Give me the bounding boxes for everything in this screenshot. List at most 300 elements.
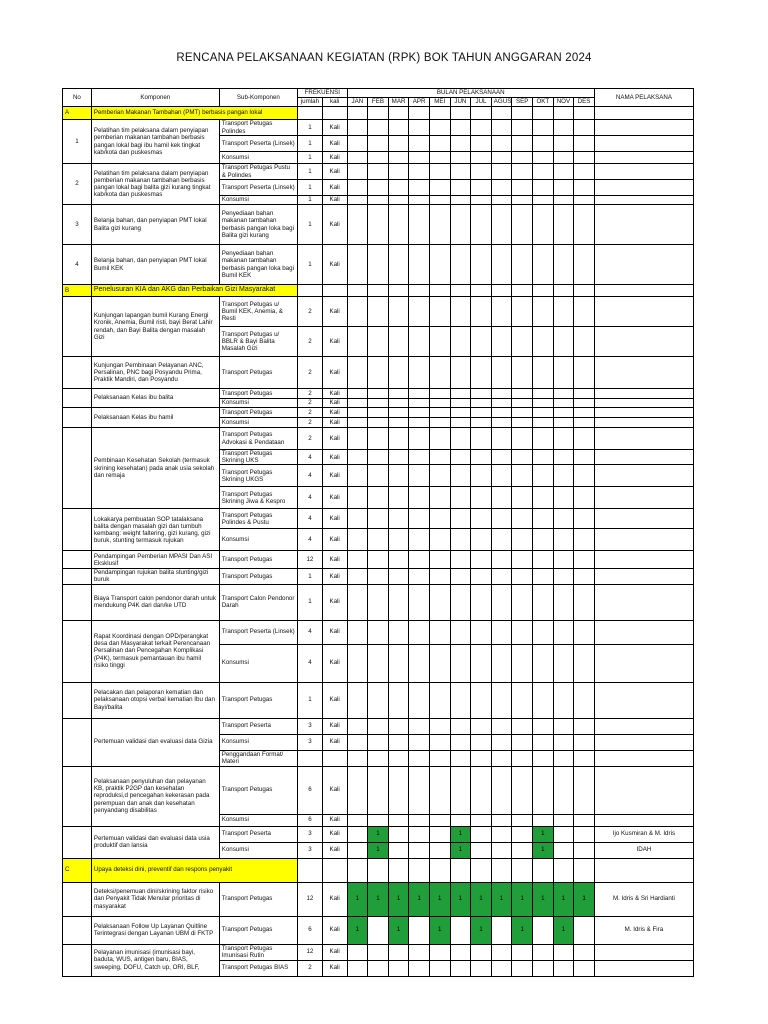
month-cell [471, 842, 492, 858]
row-kali: Kali [322, 826, 347, 842]
month-cell [533, 644, 554, 682]
month-cell [512, 357, 533, 389]
row-no [63, 944, 92, 976]
row-no [63, 428, 92, 509]
month-cell [409, 152, 430, 164]
row-jumlah: 1 [298, 196, 323, 205]
month-cell [491, 408, 512, 418]
month-mark: 1 [438, 895, 442, 903]
month-cell [491, 487, 512, 509]
month-cell [429, 418, 450, 428]
row-no [63, 509, 92, 551]
row-nama-pelaksana: M. Idris & Sri Hardianti [594, 882, 693, 916]
month-cell [450, 509, 471, 529]
row-nama-pelaksana [594, 196, 693, 205]
row-sub-komponen: Transport Petugas Pustu & Polindes [219, 164, 297, 180]
row-jumlah: 4 [298, 465, 323, 487]
row-jumlah: 1 [298, 120, 323, 136]
month-cell [512, 814, 533, 826]
row-sub-komponen: Penyediaan bahan makanan tambahan berbasis pangan loka bagi Balita gizi kurang [219, 205, 297, 245]
row-komponen: Kunjungan Pembinaan Pelayanan ANC, Persalinan, PNC bagi Posyandu Prima, Praktik Mandiri, dan Posyandu [91, 357, 219, 389]
month-cell [553, 750, 574, 766]
month-cell [512, 682, 533, 718]
month-cell [553, 487, 574, 509]
month-cell [347, 120, 368, 136]
month-cell [533, 584, 554, 620]
row-jumlah: 1 [298, 164, 323, 180]
row-komponen: Pelaksanaan Follow Up Layanan Quitline Terintegrasi dengan Layanan UBM di FKTP [91, 916, 219, 944]
month-cell [533, 418, 554, 428]
month-cell [450, 205, 471, 245]
row-kali: Kali [322, 842, 347, 858]
month-cell [429, 107, 450, 120]
row-jumlah: 2 [298, 297, 323, 327]
month-cell [553, 389, 574, 399]
row-nama-pelaksana [594, 327, 693, 357]
row-sub-komponen: Transport Petugas BIAS [219, 960, 297, 976]
month-cell [533, 465, 554, 487]
row-nama-pelaksana [594, 814, 693, 826]
month-cell [409, 509, 430, 529]
month-cell [388, 766, 409, 814]
month-cell [347, 180, 368, 196]
row-sub-komponen: Transport Petugas Polindes & Pustu [219, 509, 297, 529]
month-cell [388, 180, 409, 196]
row-no: 2 [63, 164, 92, 205]
cell-empty [298, 285, 323, 297]
month-cell [368, 620, 389, 644]
month-cell [450, 682, 471, 718]
row-jumlah: 3 [298, 734, 323, 750]
month-cell [429, 357, 450, 389]
month-cell [574, 766, 595, 814]
month-cell [347, 327, 368, 357]
row-komponen: Rapat Koordinasi dengan OPD/perangkat desa dan Masyarakat terkait Perencanaan Persalinan dan Pencegahan Komplikasi (P4K), termasuk pemantauan ibu hamil risiko tinggi [91, 620, 219, 682]
month-cell [533, 152, 554, 164]
month-cell [450, 152, 471, 164]
month-cell [409, 750, 430, 766]
month-cell [471, 297, 492, 327]
row-sub-komponen: Transport Peserta [219, 718, 297, 734]
month-cell [574, 509, 595, 529]
month-cell [512, 120, 533, 136]
month-cell-marked [347, 916, 368, 944]
month-cell [574, 734, 595, 750]
row-komponen: Belanja bahan, dan penyiapan PMT lokal Balita gizi kurang [91, 205, 219, 245]
col-header-nama-pelaksana: NAMA PELAKSANA [594, 89, 693, 107]
month-cell [553, 428, 574, 450]
row-nama-pelaksana: Ijo Kusmiran & M. Idris [594, 826, 693, 842]
row-jumlah: 6 [298, 916, 323, 944]
month-cell [491, 509, 512, 529]
month-cell [491, 620, 512, 644]
month-cell [574, 428, 595, 450]
table-row [63, 682, 694, 718]
month-cell [429, 620, 450, 644]
month-cell [512, 428, 533, 450]
row-kali: Kali [322, 120, 347, 136]
row-no: 1 [63, 120, 92, 164]
row-no [63, 882, 92, 916]
month-cell [388, 487, 409, 509]
month-cell-marked [512, 882, 533, 916]
row-sub-komponen: Transport Petugas [219, 766, 297, 814]
month-cell-marked [450, 826, 471, 842]
month-cell [491, 428, 512, 450]
row-kali: Kali [322, 418, 347, 428]
month-cell [512, 180, 533, 196]
month-mark: 1 [520, 926, 524, 934]
month-cell [574, 487, 595, 509]
month-cell-marked [429, 882, 450, 916]
row-kali: Kali [322, 569, 347, 584]
month-cell-marked [553, 916, 574, 944]
month-cell [553, 152, 574, 164]
row-no [63, 389, 92, 408]
row-komponen: Lokakarya pembuatan SOP tatalaksana balita dengan masalah gizi dan tumbuh kembang: weight faltering, gizi kurang, gizi buruk, stunting termasuk rujukan [91, 509, 219, 551]
month-cell [409, 529, 430, 551]
month-cell [429, 858, 450, 882]
month-cell [388, 734, 409, 750]
row-jumlah: 12 [298, 944, 323, 960]
month-cell [388, 245, 409, 285]
month-cell [512, 569, 533, 584]
month-cell [533, 245, 554, 285]
month-cell [429, 327, 450, 357]
month-cell [533, 960, 554, 976]
row-no [63, 916, 92, 944]
month-cell [409, 205, 430, 245]
month-cell [347, 450, 368, 465]
month-cell [491, 205, 512, 245]
month-cell [409, 916, 430, 944]
month-cell [533, 196, 554, 205]
month-cell [512, 297, 533, 327]
row-kali: Kali [322, 644, 347, 682]
month-cell [553, 164, 574, 180]
month-cell [450, 814, 471, 826]
month-cell-marked [450, 882, 471, 916]
section-title: Pemberian Makanan Tambahan (PMT) berbasis pangan lokal [91, 107, 297, 120]
month-cell [388, 814, 409, 826]
month-cell [450, 120, 471, 136]
month-cell [429, 682, 450, 718]
month-cell [409, 842, 430, 858]
table-row [63, 297, 694, 327]
table-row [63, 205, 694, 245]
month-cell [368, 718, 389, 734]
month-cell [574, 107, 595, 120]
month-cell [471, 734, 492, 750]
row-kali: Kali [322, 682, 347, 718]
month-mark: 1 [582, 895, 586, 903]
row-no: 4 [63, 245, 92, 285]
month-cell [368, 584, 389, 620]
row-kali: Kali [322, 357, 347, 389]
row-sub-komponen: Konsumsi [219, 196, 297, 205]
row-komponen: Pelaksanaan Kelas ibu balita [91, 389, 219, 408]
month-cell [471, 245, 492, 285]
month-cell [512, 584, 533, 620]
month-cell [512, 826, 533, 842]
month-cell [512, 551, 533, 569]
month-cell [574, 408, 595, 418]
month-cell [553, 584, 574, 620]
month-cell [368, 205, 389, 245]
month-cell [512, 152, 533, 164]
row-kali: Kali [322, 960, 347, 976]
month-cell [512, 465, 533, 487]
row-kali: Kali [322, 551, 347, 569]
row-no [63, 826, 92, 858]
month-cell [429, 569, 450, 584]
row-komponen: Kunjungan lapangan bumil Kurang Energi Kronik, Anemia, Bumil risti, bayi Berat Lahir rendah, dan Bayi Balita dengan masalah Gizi [91, 297, 219, 357]
row-komponen: Pelaksanaan penyuluhan dan pelayanan KB, praktik P2GP dan kesehatan reproduksi,d pencegahan kekerasan pada perempuan dan anak dan kesehatan penyandang disabilitas [91, 766, 219, 826]
month-cell [553, 944, 574, 960]
month-cell [574, 944, 595, 960]
month-cell [553, 245, 574, 285]
month-cell [388, 450, 409, 465]
month-cell-marked [553, 882, 574, 916]
month-cell [533, 620, 554, 644]
row-jumlah: 2 [298, 408, 323, 418]
month-cell [368, 814, 389, 826]
month-cell [450, 734, 471, 750]
row-nama-pelaksana [594, 428, 693, 450]
row-jumlah: 1 [298, 205, 323, 245]
month-cell [553, 136, 574, 152]
section-letter: A [63, 107, 92, 120]
table-row [63, 245, 694, 285]
col-header-no: No [63, 89, 92, 107]
month-cell [368, 357, 389, 389]
row-jumlah: 2 [298, 418, 323, 428]
month-cell-marked [533, 842, 554, 858]
row-kali: Kali [322, 180, 347, 196]
month-cell [533, 750, 554, 766]
month-cell [512, 245, 533, 285]
row-sub-komponen: Transport Calon Pendonor Darah [219, 584, 297, 620]
month-cell [491, 766, 512, 814]
table-row [63, 882, 694, 916]
month-cell [512, 408, 533, 418]
month-cell [368, 644, 389, 682]
row-kali: Kali [322, 136, 347, 152]
row-jumlah: 2 [298, 960, 323, 976]
month-cell [491, 718, 512, 734]
month-cell [347, 465, 368, 487]
month-cell [368, 389, 389, 399]
month-cell [429, 428, 450, 450]
row-sub-komponen: Konsumsi [219, 152, 297, 164]
month-cell [347, 766, 368, 814]
row-no [63, 297, 92, 357]
row-nama-pelaksana [594, 734, 693, 750]
month-cell [491, 842, 512, 858]
month-cell [368, 734, 389, 750]
month-cell [471, 465, 492, 487]
row-no [63, 551, 92, 569]
month-cell [471, 408, 492, 418]
month-cell [388, 164, 409, 180]
month-cell [409, 682, 430, 718]
row-jumlah: 1 [298, 584, 323, 620]
month-cell [471, 814, 492, 826]
row-komponen: Pelatihan tim pelaksana dalam penyiapan pemberian makanan tambahan berbasis pangan lokal bagi balita gizi kurang tingkat kab/kota dan puskesmas [91, 164, 219, 205]
month-cell [347, 107, 368, 120]
row-sub-komponen: Transport Petugas Skrining Jiwa & Kespro [219, 487, 297, 509]
row-kali: Kali [322, 389, 347, 399]
section-letter: C [63, 858, 92, 882]
month-header: JAN [347, 98, 368, 107]
month-cell [574, 826, 595, 842]
month-cell [450, 245, 471, 285]
month-cell [409, 826, 430, 842]
month-cell [574, 718, 595, 734]
row-kali: Kali [322, 245, 347, 285]
month-cell [491, 357, 512, 389]
month-header: FEB [368, 98, 389, 107]
month-cell [409, 620, 430, 644]
month-header: NOV [553, 98, 574, 107]
month-cell [409, 551, 430, 569]
table-row [63, 408, 694, 418]
month-cell [553, 285, 574, 297]
month-cell [429, 450, 450, 465]
month-cell [368, 450, 389, 465]
row-komponen: Pembinaan Kesehatan Sekolah (termasuk skrining kesehatan) pada anak usia sekolah dan remaja [91, 428, 219, 509]
month-cell [533, 450, 554, 465]
month-cell [533, 136, 554, 152]
month-cell [388, 644, 409, 682]
month-cell [533, 107, 554, 120]
month-cell [429, 164, 450, 180]
month-cell [368, 682, 389, 718]
month-cell [491, 418, 512, 428]
month-cell [450, 487, 471, 509]
month-cell [368, 766, 389, 814]
row-sub-komponen: Konsumsi [219, 734, 297, 750]
month-cell [409, 944, 430, 960]
row-kali: Kali [322, 944, 347, 960]
month-cell [553, 357, 574, 389]
month-cell [491, 245, 512, 285]
month-cell [429, 944, 450, 960]
month-cell [347, 196, 368, 205]
row-jumlah: 4 [298, 529, 323, 551]
month-cell [450, 750, 471, 766]
month-cell [491, 450, 512, 465]
col-header-sub-komponen: Sub-Komponen [219, 89, 297, 107]
month-cell [368, 107, 389, 120]
row-sub-komponen: Transport Petugas u/ Bumil KEK, Anemia, & Resti [219, 297, 297, 327]
month-cell [409, 450, 430, 465]
month-cell [553, 734, 574, 750]
row-sub-komponen: Transport Petugas Skrining UKGS [219, 465, 297, 487]
row-nama-pelaksana [594, 529, 693, 551]
month-cell [574, 418, 595, 428]
month-mark: 1 [561, 926, 566, 934]
month-mark: 1 [561, 895, 566, 903]
month-cell [471, 357, 492, 389]
month-mark: 1 [541, 830, 545, 838]
month-cell [553, 180, 574, 196]
row-kali: Kali [322, 766, 347, 814]
month-cell [450, 960, 471, 976]
month-cell [574, 465, 595, 487]
month-cell [429, 196, 450, 205]
month-cell [388, 285, 409, 297]
month-cell [491, 196, 512, 205]
month-header: JUN [450, 98, 471, 107]
row-nama-pelaksana [594, 120, 693, 136]
row-nama-pelaksana [594, 487, 693, 509]
month-cell [409, 120, 430, 136]
month-cell [429, 842, 450, 858]
month-cell [574, 327, 595, 357]
month-cell [368, 858, 389, 882]
month-cell [450, 389, 471, 399]
month-cell [429, 205, 450, 245]
row-nama-pelaksana [594, 682, 693, 718]
month-cell [409, 428, 430, 450]
month-cell [347, 842, 368, 858]
month-mark: 1 [541, 846, 545, 854]
month-cell [347, 584, 368, 620]
month-cell [429, 644, 450, 682]
row-no [63, 357, 92, 389]
month-cell [388, 136, 409, 152]
month-cell [450, 180, 471, 196]
month-cell [409, 718, 430, 734]
row-nama-pelaksana [594, 245, 693, 285]
row-nama-pelaksana [594, 408, 693, 418]
month-header: SEP [512, 98, 533, 107]
month-cell [368, 136, 389, 152]
month-cell [368, 120, 389, 136]
row-jumlah: 1 [298, 569, 323, 584]
row-kali: Kali [322, 327, 347, 357]
month-cell [533, 205, 554, 245]
month-cell [429, 152, 450, 164]
month-cell [491, 569, 512, 584]
row-jumlah: 2 [298, 327, 323, 357]
month-cell [471, 529, 492, 551]
month-cell [450, 327, 471, 357]
row-nama-pelaksana [594, 766, 693, 814]
month-cell [429, 551, 450, 569]
month-cell [409, 389, 430, 399]
table-row [63, 428, 694, 450]
month-cell [491, 120, 512, 136]
month-cell [533, 858, 554, 882]
month-cell [347, 529, 368, 551]
month-cell [512, 750, 533, 766]
month-mark: 1 [376, 830, 380, 838]
month-cell [553, 766, 574, 814]
month-cell [471, 551, 492, 569]
month-cell [409, 766, 430, 814]
month-cell [388, 120, 409, 136]
month-mark: 1 [376, 846, 380, 854]
month-cell [512, 734, 533, 750]
month-mark: 1 [355, 926, 360, 934]
month-cell [347, 399, 368, 408]
cell-empty [594, 285, 693, 297]
month-cell [429, 814, 450, 826]
month-cell [574, 682, 595, 718]
month-cell [388, 196, 409, 205]
